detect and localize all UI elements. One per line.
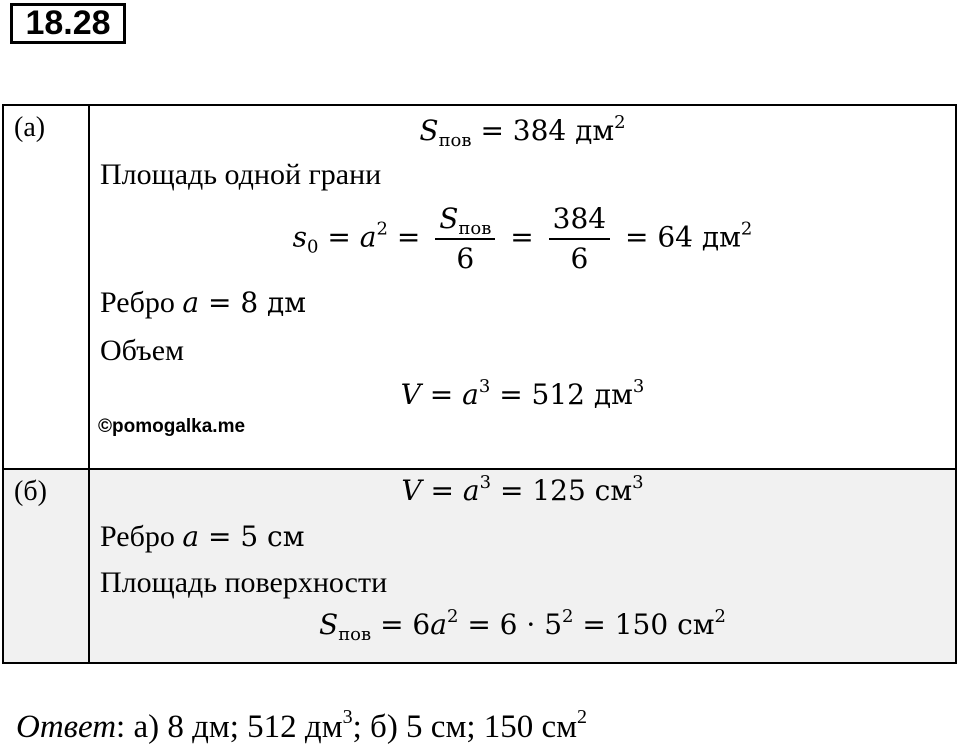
volume-text: Объем: [100, 334, 184, 367]
problem-number: 18.28: [10, 3, 126, 44]
face-area-formula: $s_0 = a^2$ = $\frac{S_{пов}}{6}$ = $\frac{384}{6}$ = 64 $дм^2$: [292, 202, 753, 275]
part-b-label: (б): [3, 469, 89, 663]
solution-table: [2, 104, 957, 664]
part-b-content: [89, 469, 956, 663]
surface-text: Площадь поверхности: [100, 566, 388, 599]
volume-formula-a: $V = a^3 = 512$ $дм^3$: [400, 376, 645, 411]
part-a-row: [3, 105, 956, 469]
surface-formula-b: $S_{пов} = 6a^2 = 6 \cdot 5^2 = 150$ $см^2$: [319, 606, 726, 645]
surface-area-formula: $S_{пов} = 384$ $дм^2$: [419, 112, 626, 151]
fraction-384-over-6: $\frac{384}{6}$: [549, 202, 610, 276]
part-b-row: [3, 469, 956, 663]
part-a-content: [89, 105, 956, 469]
face-area-text: Площадь одной грани: [100, 158, 382, 191]
volume-formula-b: $V = a^3 = 125$ $см^3$: [401, 472, 644, 507]
watermark: ©pomogalka.me: [98, 416, 246, 437]
fraction-surface-over-6: $\frac{S_{пов}}{6}$: [435, 202, 495, 276]
part-a-label: (а): [3, 105, 89, 469]
edge-line-b: Ребро a = 5 см: [100, 520, 305, 553]
edge-line-a: Ребро a = 8 дм: [100, 286, 307, 319]
answer-line: Ответ: а) 8 дм; 512 $дм^3$; б) 5 см; 150 $см^2$: [16, 706, 588, 745]
answer-label: Ответ: [16, 709, 117, 745]
